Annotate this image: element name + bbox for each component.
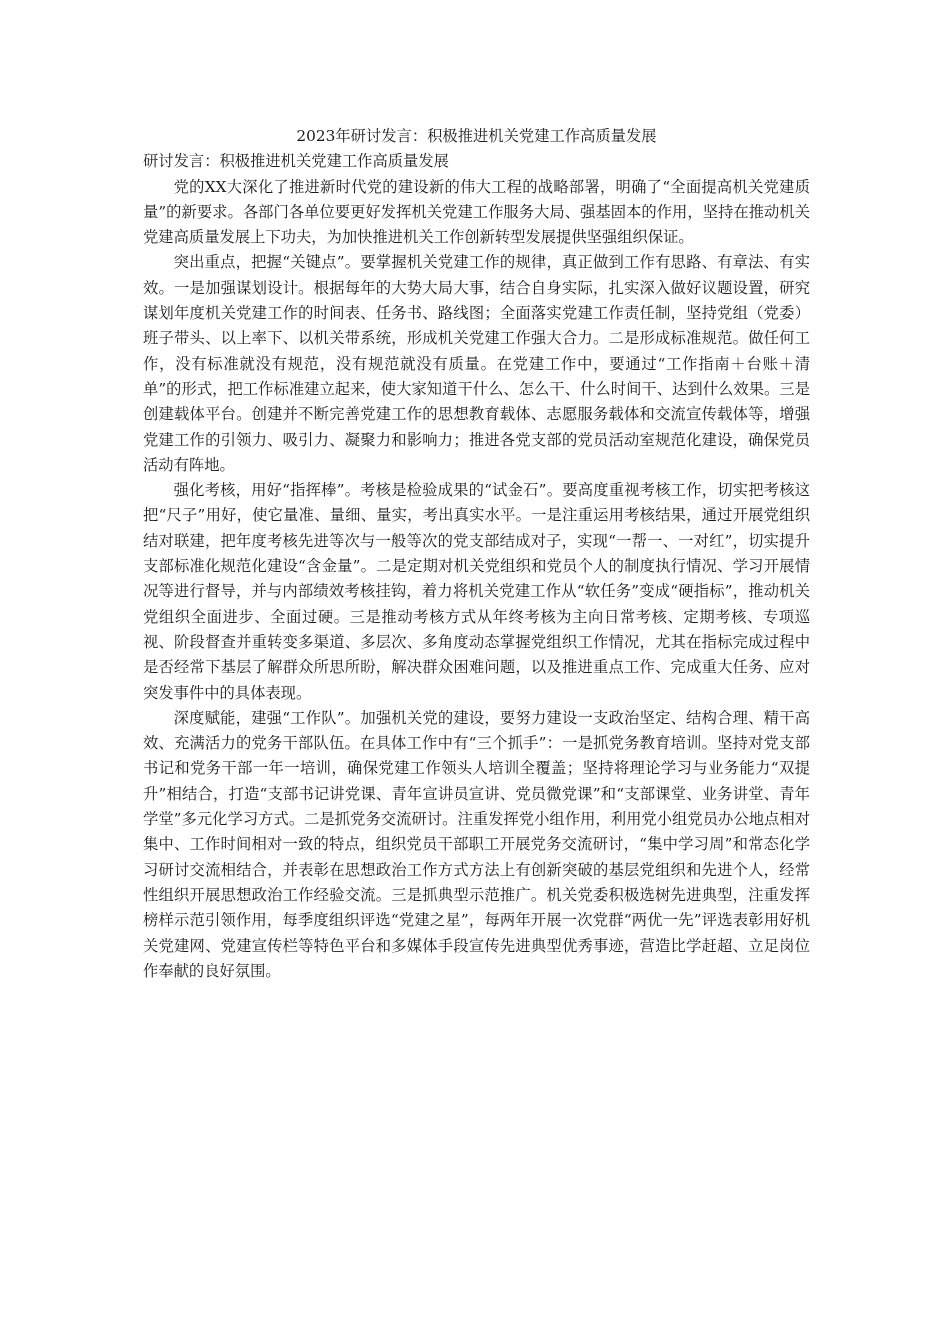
paragraph-intro: 党的XX大深化了推进新时代党的建设新的伟大工程的战略部署，明确了“全面提高机关党建质量”的新要求。各部门各单位要更好发挥机关党建工作服务大局、强基固本的作用，坚持在推动机关党建高质量发展上下功夫，为加快推进机关工作创新转型发展提供坚强组织保证。 bbox=[143, 177, 810, 247]
paragraph-key-points: 突出重点，把握“关键点”。要掌握机关党建工作的规律，真正做到工作有思路、有章法、有实效。一是加强谋划设计。根据每年的大势大局大事，结合自身实际，扎实深入做好议题设置，研究谋划年度机关党建工作的时间表、任务书、路线图；全面落实党建工作责任制，坚持党组（党委）班子带头、以上率下、以机关带系统，形成机关党建工作强大合力。二是形成标准规范。做任何工作，没有标准就没有规范，没有规范就没有质量。在党建工作中，要通过“工作指南＋台账＋清单”的形式，把工作标准建立起来，使大家知道干什么、怎么干、什么时间干、达到什么效果。三是创建载体平台。创建并不断完善党建工作的思想教育载体、志愿服务载体和交流宣传载体等，增强党建工作的引领力、吸引力、凝聚力和影响力；推进各党支部的党员活动室规范化建设，确保党员活动有阵地。 bbox=[143, 253, 810, 474]
document-subtitle: 研讨发言：积极推进机关党建工作高质量发展 bbox=[143, 152, 449, 171]
document-title: 2023年研讨发言：积极推进机关党建工作高质量发展 bbox=[296, 127, 657, 145]
document-page bbox=[143, 124, 810, 984]
paragraph-team-building: 深度赋能，建强“工作队”。加强机关党的建设，要努力建设一支政治坚定、结构合理、精干高效、充满活力的党务干部队伍。在具体工作中有“三个抓手”：一是抓党务教育培训。坚持对党支部书记和党务干部一年一培训，确保党建工作领头人培训全覆盖；坚持将理论学习与业务能力“双提升”相结合，打造“支部书记讲党课、青年宣讲员宣讲、党员微党课”和“支部课堂、业务讲堂、青年学堂”多元化学习方式。二是抓党务交流研讨。注重发挥党小组作用，利用党小组党员办公地点相对集中、工作时间相对一致的特点，组织党员干部职工开展党务交流研讨，“集中学习周”和常态化学习研讨交流相结合，并表彰在思想政治工作方式方法上有创新突破的基层党组织和先进个人，经常性组织开展思想政治工作经验交流。三是抓典型示范推广。机关党委积极选树先进典型，注重发挥榜样示范引领作用，每季度组织评选“党建之星”，每两年开展一次党群“两优一先”评选表彰用好机关党建网、党建宣传栏等特色平台和多媒体手段宣传先进典型优秀事迹，营造比学赶超、立足岗位作奉献的良好氛围。 bbox=[143, 708, 810, 980]
paragraph-assessment: 强化考核，用好“指挥棒”。考核是检验成果的“试金石”。要高度重视考核工作，切实把考核这把“尺子”用好，使它量准、量细、量实，考出真实水平。一是注重运用考核结果，通过开展党组织结对联建，把年度考核先进等次与一般等次的党支部结成对子，实现“一帮一、一对红”，切实提升支部标准化规范化建设“含金量”。二是定期对机关党组织和党员个人的制度执行情况、学习开展情况等进行督导，并与内部绩效考核挂钩，着力将机关党建工作从“软任务”变成“硬指标”，推动机关党组织全面进步、全面过硬。三是推动考核方式从年终考核为主向日常考核、定期考核、专项巡视、阶段督查并重转变多渠道、多层次、多角度动态掌握党组织工作情况，尤其在指标完成过程中是否经常下基层了解群众所思所盼，解决群众困难问题，以及推进重点工作、完成重大任务、应对突发事件中的具体表现。 bbox=[143, 481, 810, 702]
